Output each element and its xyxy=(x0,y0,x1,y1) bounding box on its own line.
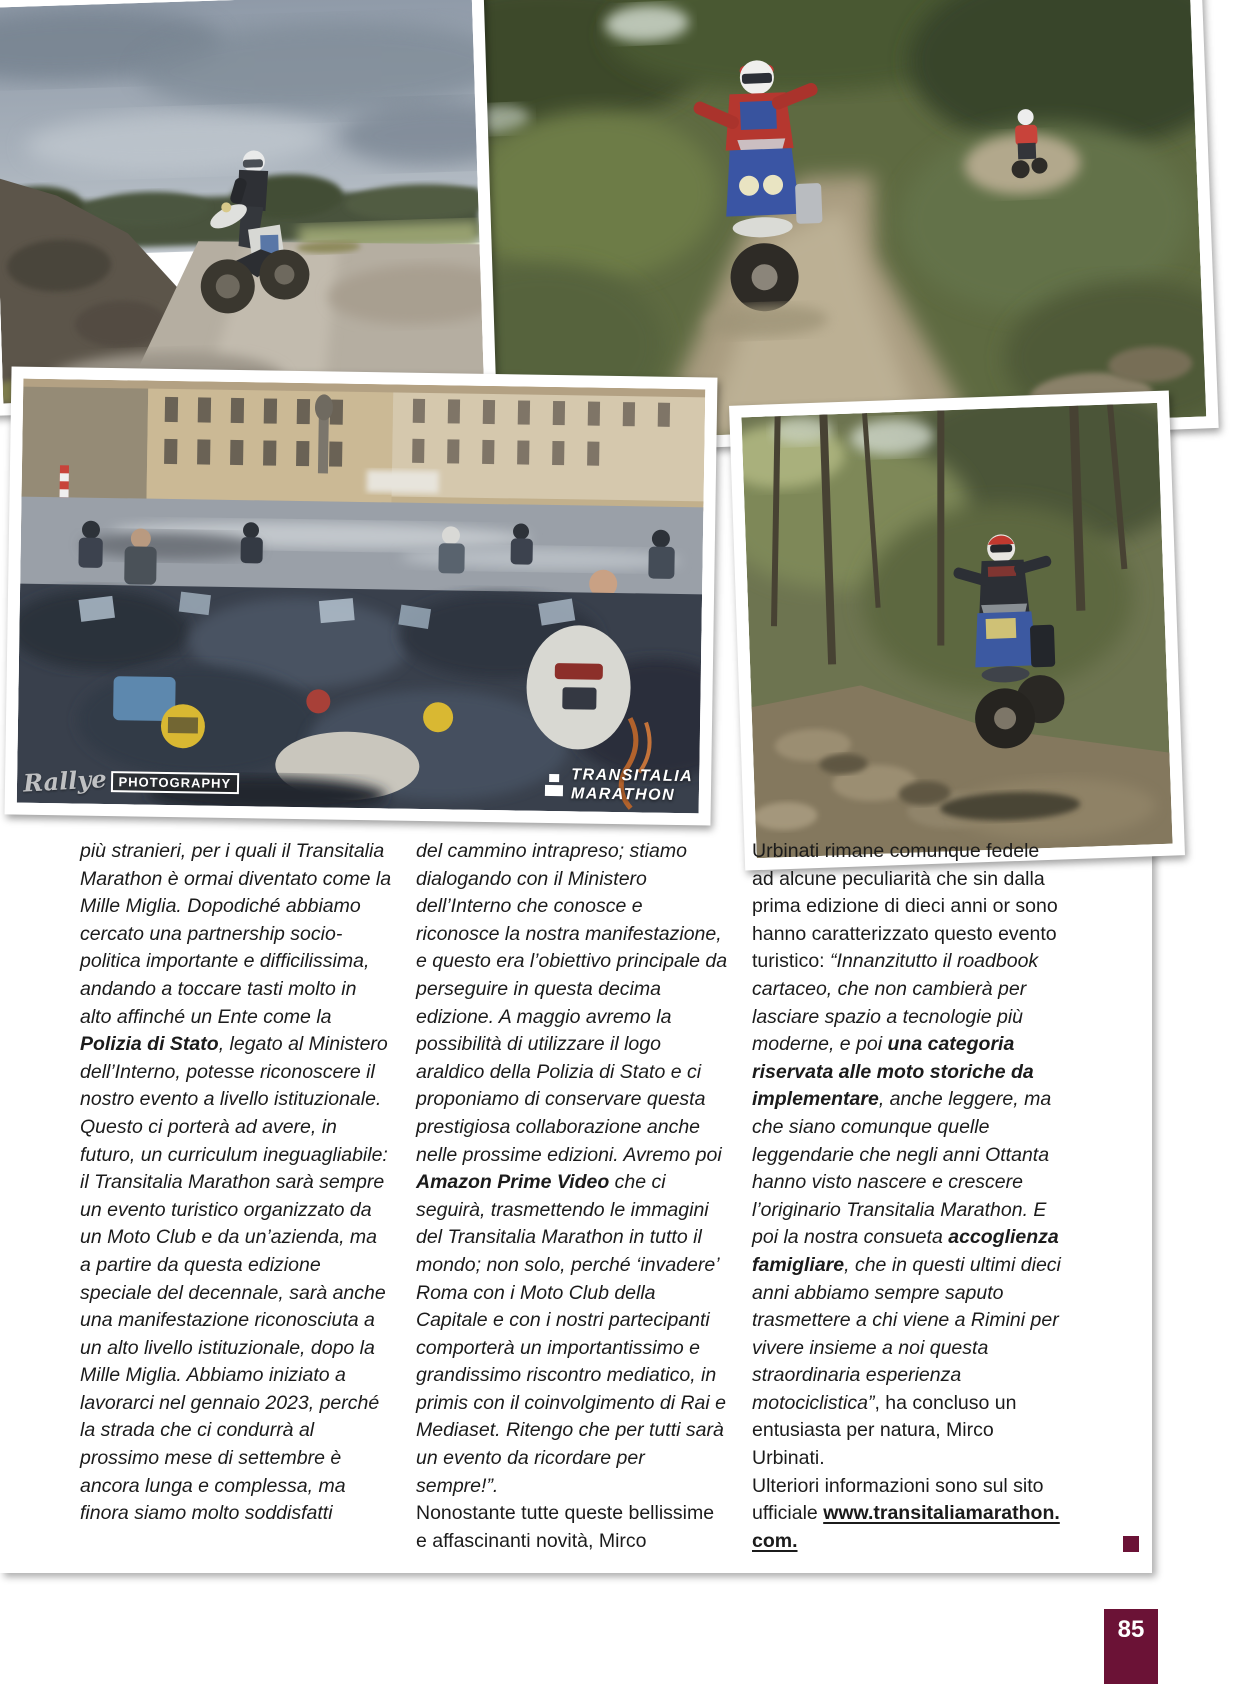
logo-line2: MARATHON xyxy=(570,784,676,804)
page-number: 85 xyxy=(1117,1616,1145,1643)
text-segment: Amazon Prime Video xyxy=(416,1171,610,1194)
rocky-trail-illustration xyxy=(741,403,1172,858)
article-column-1 xyxy=(80,838,393,1555)
end-of-article-marker xyxy=(1123,1536,1139,1552)
photo-rocky-trail-rider xyxy=(729,390,1185,870)
paragraph xyxy=(752,1473,1065,1556)
photo-piazza-motorcycles xyxy=(5,366,718,825)
logo-line1: TRANSITALIA xyxy=(571,766,694,786)
paragraph xyxy=(416,1500,729,1555)
text-segment: , che in questi ultimi dieci anni abbiamo sempre saputo trasmettere a chi viene a Rimini per vivere insieme a noi questa straordinaria esperienza motociclistica” xyxy=(752,1253,1061,1414)
text-segment: Ulteriori informazioni sono sul sito ufficiale xyxy=(752,1474,1044,1525)
text-segment: “Innanzitutto il roadbook cartaceo, che non cambierà per lasciare spazio a tecnologie più moderne, e poi xyxy=(752,950,1039,1056)
article-column-3 xyxy=(752,838,1065,1555)
article-columns xyxy=(80,838,1065,1555)
text-segment: , legato al Ministero dell’Interno, potesse riconoscere il nostro evento a livello istituzionale. Questo ci porterà ad avere, in futuro, un curriculum ineguagliabile: il Transitalia Marathon sarà sempre un evento turistico organizzato da un Moto Club e da un’azienda, ma a partire da questa edizione speciale del decennale, sarà anche una manifestazione riconosciuta a un alto livello istituzionale, dopo la Mille Miglia. Abbiamo iniziato a lavorarci nel gennaio 2023, perché la strada che ci condurrà al prossimo mese di settembre è ancora lunga e complessa, ma finora siamo molto soddisfatti xyxy=(80,1033,388,1525)
text-segment: accoglienza famigliare xyxy=(752,1226,1059,1276)
paragraph xyxy=(80,838,393,1528)
photo-gravel-rider xyxy=(0,0,496,416)
gravel-road-illustration xyxy=(0,0,484,403)
text-segment: che ci seguirà, trasmettendo le immagini del Transitalia Marathon in tutto il mondo; non solo, perché ‘invadere’ Roma con i Moto Club della Capitale e con i nostri partecipanti comporterà un importantissimo e grandissimo riscontro mediatico, in primis con il coinvolgimento di Rai e Mediaset. Ritengo che per tutti sarà un evento da ricordare per sempre!”. xyxy=(416,1171,726,1497)
text-segment: Polizia di Stato xyxy=(80,1033,219,1056)
paragraph xyxy=(416,838,729,1500)
transitalia-logo-icon xyxy=(545,774,563,796)
transitalia-marathon-logo xyxy=(545,766,694,805)
text-segment: , anche leggere, ma che siano comunque quelle leggendarie che negli anni Ottanta hanno visto nascere e crescere l’originario Transitalia Marathon. E poi la nostra consueta xyxy=(752,1088,1052,1249)
text-segment: del cammino intrapreso; stiamo dialogando con il Ministero dell’Interno che conosce e riconosce la nostra manifestazione, e questo era l’obiettivo principale da perseguire in questa decima edizione. A maggio avremo la possibilità di utilizzare il logo araldico della Polizia di Stato e ci proponiamo di conservare questa prestigiosa collaborazione anche nelle prossime edizioni. Avremo poi xyxy=(416,840,728,1166)
text-segment: , ha concluso un entusiasta per natura, Mirco Urbinati. xyxy=(752,1391,1017,1470)
watermark-script: Rallye xyxy=(22,764,108,798)
page-number-box xyxy=(1104,1609,1158,1684)
text-segment: Urbinati rimane comunque fedele ad alcune peculiarità che sin dalla prima edizione di dieci anni or sono hanno caratterizzato questo evento turistico: xyxy=(752,840,1058,973)
website-link[interactable]: www.transitaliamarathon.com. xyxy=(752,1502,1060,1552)
photography-watermark xyxy=(23,766,240,798)
piazza-illustration xyxy=(17,379,706,814)
text-segment: una categoria riservata alle moto storiche da implementare xyxy=(752,1033,1034,1111)
paragraph xyxy=(752,838,1065,1473)
text-segment: più stranieri, per i quali il Transitalia Marathon è ormai diventato come la Mille Miglia. Dopodiché abbiamo cercato una partnership socio-politica importante e difficilissima, andando a toccare tasti molto in alto affinché un Ente come la xyxy=(80,840,392,1028)
text-segment: Nonostante tutte queste bellissime e affascinanti novità, Mirco xyxy=(416,1502,715,1552)
watermark-label: PHOTOGRAPHY xyxy=(110,771,239,794)
article-column-2 xyxy=(416,838,729,1555)
